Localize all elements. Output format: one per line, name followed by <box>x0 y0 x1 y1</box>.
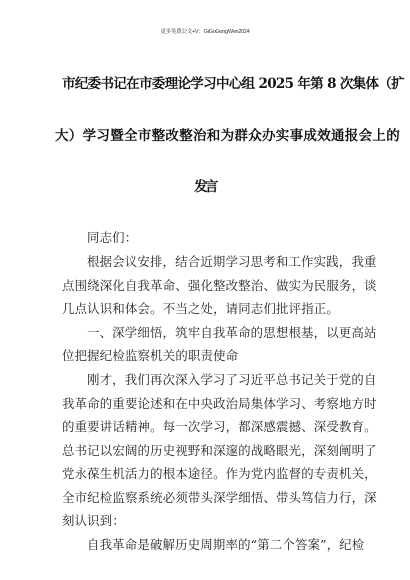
section-heading-line: 位把握纪检监察机关的职责使命 <box>62 348 239 363</box>
title-line-1: 市纪委书记在市委理论学习中心组 2025 年第 8 次集体（扩 <box>62 76 404 92</box>
salutation: 同志们： <box>87 230 138 245</box>
body-line: 党永葆生机活力的根本途径。作为党内监督的专责机关， <box>62 466 377 481</box>
body-line: 总书记以宏阔的历史视野和深邃的战略眼光，深刻阐明了 <box>62 443 377 458</box>
body-line: 刚才，我们再次深入学习了习近平总书记关于党的自 <box>87 372 377 387</box>
body-line: 根据会议安排，结合近期学习思考和工作实践，我重 <box>87 254 377 269</box>
body-line: 全市纪检监察系统必须带头深学细悟、带头笃信力行，深 <box>62 490 377 505</box>
page-header: 更多免费公文+V：GiGoGongWen2024 <box>160 29 250 35</box>
section-heading-line: 一、深学细悟，筑牢自我革命的思想根基，以更高站 <box>87 325 377 340</box>
body-line: 点围绕深化自我革命、强化整改整治、做实为民服务，谈 <box>62 278 377 293</box>
body-line: 自我革命是破解历史周期率的“第二个答案”，纪检 <box>87 537 365 552</box>
body-line: 刻认识到： <box>62 513 125 528</box>
title-line-3: 发言 <box>194 179 216 195</box>
body-line: 我革命的重要论述和在中央政治局集体学习、考察地方时 <box>62 396 377 411</box>
title-line-2: 大）学习暨全市整改整治和为群众办实事成效通报会上的 <box>55 128 400 144</box>
body-line: 几点认识和体会。不当之处，请同志们批评指正。 <box>62 301 339 316</box>
body-line: 的重要讲话精神。每一次学习，都深感震撼、深受教育。 <box>62 419 377 434</box>
